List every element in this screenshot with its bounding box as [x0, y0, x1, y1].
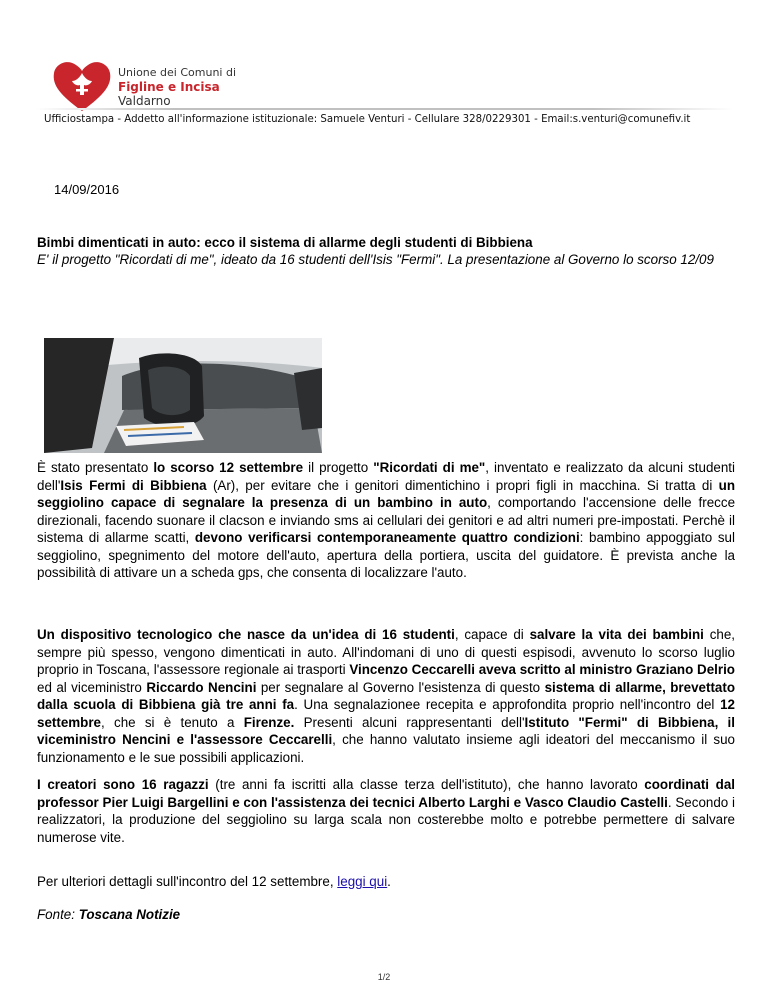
- text-run-bold: Riccardo Nencini: [146, 679, 257, 695]
- text-run-bold: un seggiolino capace di segnalare la presenza di un bambino in auto: [37, 477, 736, 510]
- paragraph-4: [37, 873, 735, 891]
- text-run: (tre anni fa iscritti alla classe terza dell'istituto), che hanno lavorato: [208, 777, 645, 792]
- text-run-bold: Vincenzo Ceccarelli aveva scritto al ministro Graziano Delrio: [349, 662, 735, 677]
- car-seat-photo: [44, 338, 322, 453]
- header-divider: [35, 108, 733, 110]
- text-run: Per ulteriori dettagli sull'incontro del 12 settembre,: [37, 874, 338, 889]
- paragraph-1: [37, 459, 735, 582]
- paragraph-2: [37, 626, 735, 766]
- text-run-bold: Un dispositivo tecnologico che nasce da un'idea di 16 studenti: [37, 627, 455, 642]
- logo-line-1: Unione dei Comuni di: [118, 66, 237, 79]
- text-run: . Una segnalazionee recepita e approfondita proprio nell'incontro del: [294, 697, 721, 712]
- text-run: , comportando l'accensione delle frecce direzionali, facendo suonare il clacson e inviando sms ai cellulari dei genitori e ad altri numeri pre-impostati. Perchè il sistema di allarme scatti,: [37, 495, 736, 545]
- text-run: Presenti alcuni rappresentanti dell': [294, 714, 525, 730]
- logo-text: [118, 66, 236, 108]
- text-run-bold: lo scorso 12 settembre: [153, 460, 304, 475]
- heart-lily-logo-icon: [50, 55, 114, 115]
- text-run: (Ar), per evitare che i genitori dimentichino i propri figli in macchina. Si tratta di: [206, 477, 719, 493]
- article-date: 14/09/2016: [54, 182, 120, 197]
- source-line: [37, 906, 735, 924]
- article-title: Bimbi dimenticati in auto: ecco il sistema di allarme degli studenti di Bibbiena: [37, 235, 533, 250]
- text-run-bold: I creatori sono 16 ragazzi: [37, 777, 209, 792]
- text-run-bold: salvare la vita dei bambini: [529, 627, 704, 642]
- article-subtitle: E' il progetto "Ricordati di me", ideato da 16 studenti dell'Isis "Fermi". La presentazione al Governo lo scorso 12/09: [37, 252, 714, 267]
- text-run-bold: 12 settembre: [37, 697, 735, 730]
- text-run-bold: devono verificarsi contemporaneamente quattro condizioni: [194, 530, 580, 545]
- source-name: Toscana Notizie: [78, 907, 181, 922]
- text-run: , che hanno valutato insieme agli ideatori del meccanismo il suo funzionamento e le sue possibili applicazioni.: [37, 732, 735, 765]
- text-run: : bambino appoggiato sul seggiolino, spegnimento del motore dell'auto, apertura della portiera, uscita del guidatore. È prevista anche la possibilità di attivare un a scheda gps, che consenta di localizzare l'auto.: [37, 530, 735, 580]
- page-number: 1/2: [377, 972, 391, 982]
- text-run: per segnalare al Governo l'esistenza di questo: [256, 679, 545, 695]
- text-run-bold: Firenze.: [243, 714, 295, 730]
- text-run-bold: "Ricordati di me": [373, 460, 486, 475]
- text-run: che, sempre più spesso, vengono dimenticati in auto. All'indomani di uno di questi espisodi, avvenuto lo scorso luglio proprio in Toscana, l'assessore regionale ai trasporti: [37, 627, 736, 677]
- text-run: .: [387, 874, 391, 889]
- text-run-bold: Istituto "Fermi" di Bibbiena, il viceministro Nencini e l'assessore Ceccarelli: [37, 714, 735, 747]
- text-run-bold: sistema di allarme, brevettato dalla scuola di Bibbiena già tre anni fa: [37, 679, 735, 712]
- logo-line-2: Figline e Incisa: [118, 80, 220, 94]
- text-run: È stato presentato: [37, 460, 154, 475]
- text-run: , capace di: [454, 627, 530, 642]
- car-interior-image-icon: [44, 338, 322, 453]
- text-run: ed al viceministro: [37, 679, 147, 695]
- press-office-line: Ufficiostampa - Addetto all'informazione istituzionale: Samuele Venturi - Cellulare 328/0229301 - Email:s.venturi@comunefiv.it: [44, 114, 691, 125]
- text-run: , che si è tenuto a: [101, 714, 244, 730]
- logo-line-3: Valdarno: [118, 94, 171, 108]
- text-run: il progetto: [303, 460, 374, 475]
- text-run-bold: Isis Fermi di Bibbiena: [60, 477, 207, 493]
- text-run: , inventato e realizzato da alcuni studenti dell': [37, 460, 736, 493]
- paragraph-3: [37, 776, 735, 846]
- text-run: . Secondo i realizzatori, la produzione del seggiolino su larga scala non costerebbe molto e potrebbe permettere di salvare numerose vite.: [37, 794, 735, 845]
- source-label: Fonte:: [37, 907, 79, 922]
- read-more-link[interactable]: leggi qui: [337, 874, 388, 889]
- text-run-bold: coordinati dal professor Pier Luigi Bargellini e con l'assistenza dei tecnici Alberto Larghi e Vasco Claudio Castelli: [37, 777, 735, 810]
